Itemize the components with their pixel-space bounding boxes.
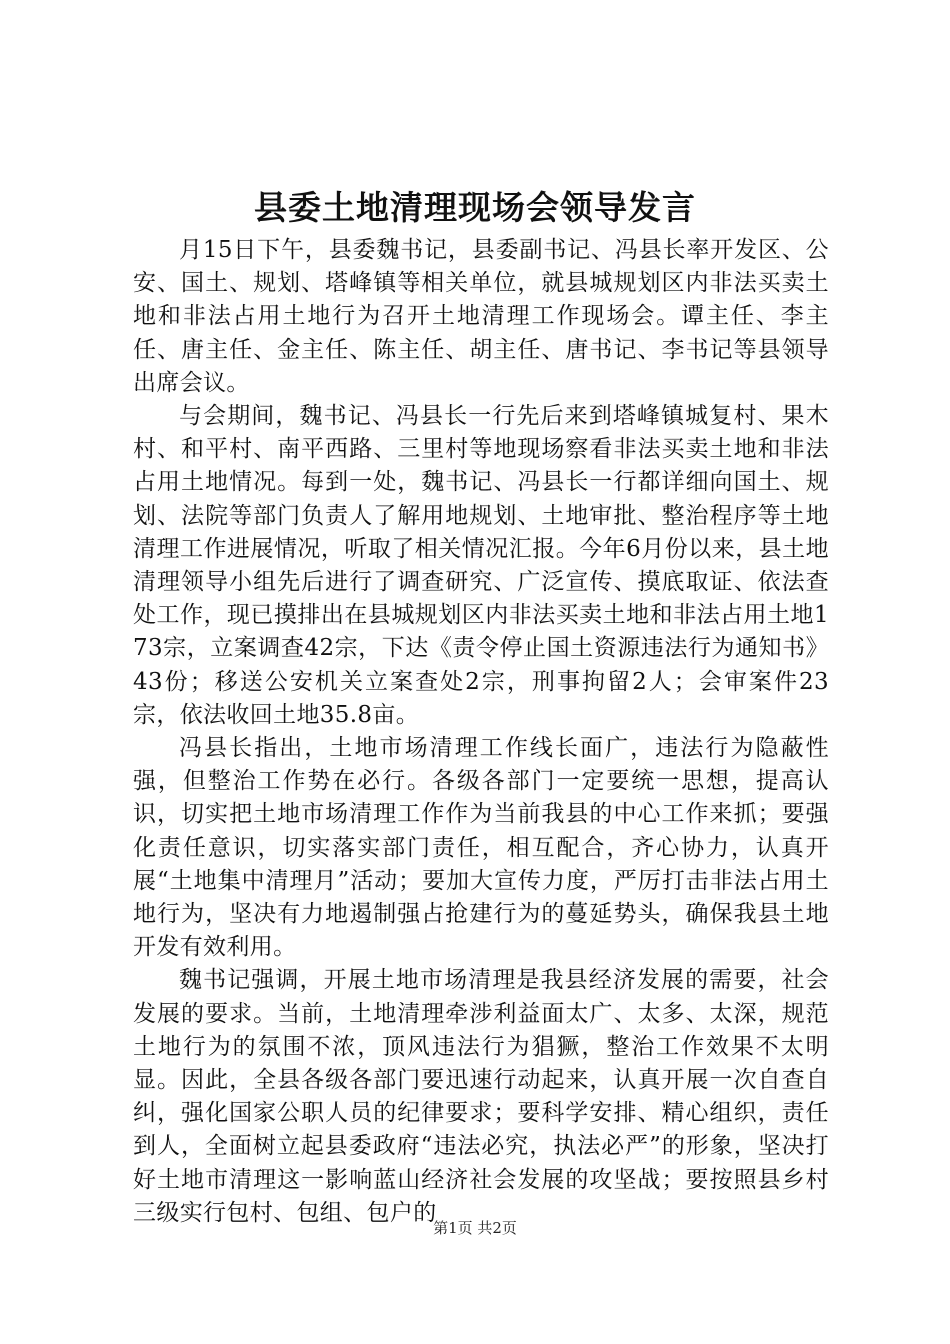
page-total: 共2页 xyxy=(477,1219,517,1237)
paragraph-4: 魏书记强调，开展土地市场清理是我县经济发展的需要，社会发展的要求。当前，土地清理牵涉利益面太广、太多、太深，规范土地行为的氛围不浓，顶风违法行为猖獗，整治工作效果不太明显。因此，全县各级各部门要迅速行动起来，认真开展一次自查自纠，强化国家公职人员的纪律要求；要科学安排、精心组织，责任到人，全面树立起县委政府“违法必究，执法必严”的形象，坚决打好土地市清理这一影响蓝山经济社会发展的攻坚战；要按照县乡村三级实行包村、包组、包户的 xyxy=(133,967,829,1226)
page-footer xyxy=(0,1218,950,1238)
document-title: 县委土地清理现场会领导发言 xyxy=(254,188,696,227)
paragraph-2: 与会期间，魏书记、冯县长一行先后来到塔峰镇城复村、果木村、和平村、南平西路、三里村等地现场察看非法买卖土地和非法占用土地情况。每到一处，魏书记、冯县长一行都详细向国土、规划、法院等部门负责人了解用地规划、土地审批、整治程序等土地清理工作进展情况，听取了相关情况汇报。今年6月份以来，县土地清理领导小组先后进行了调查研究、广泛宣传、摸底取证、依法查处工作，现已摸排出在县城规划区内非法买卖土地和非法占用土地173宗，立案调查42宗，下达《责令停止国土资源违法行为通知书》43份；移送公安机关立案查处2宗，刑事拘留2人；会审案件23宗，依法收回土地35.8亩。 xyxy=(133,403,829,728)
paragraph-1: 月15日下午，县委魏书记，县委副书记、冯县长率开发区、公安、国土、规划、塔峰镇等相关单位，就县城规划区内非法买卖土地和非法占用土地行为召开土地清理工作现场会。谭主任、李主任、唐主任、金主任、陈主任、胡主任、唐书记、李书记等县领导出席会议。 xyxy=(133,237,829,396)
paragraph-3: 冯县长指出，土地市场清理工作线长面广，违法行为隐蔽性强，但整治工作势在必行。各级各部门一定要统一思想，提高认识，切实把土地市场清理工作作为当前我县的中心工作来抓；要强化责任意识，切实落实部门责任，相互配合，齐心协力，认真开展“土地集中清理月”活动；要加大宣传力度，严厉打击非法占用土地行为，坚决有力地遏制强占抢建行为的蔓延势头，确保我县土地开发有效利用。 xyxy=(133,735,829,961)
page-number: 第1页 xyxy=(433,1219,473,1237)
document-body xyxy=(133,234,829,1230)
